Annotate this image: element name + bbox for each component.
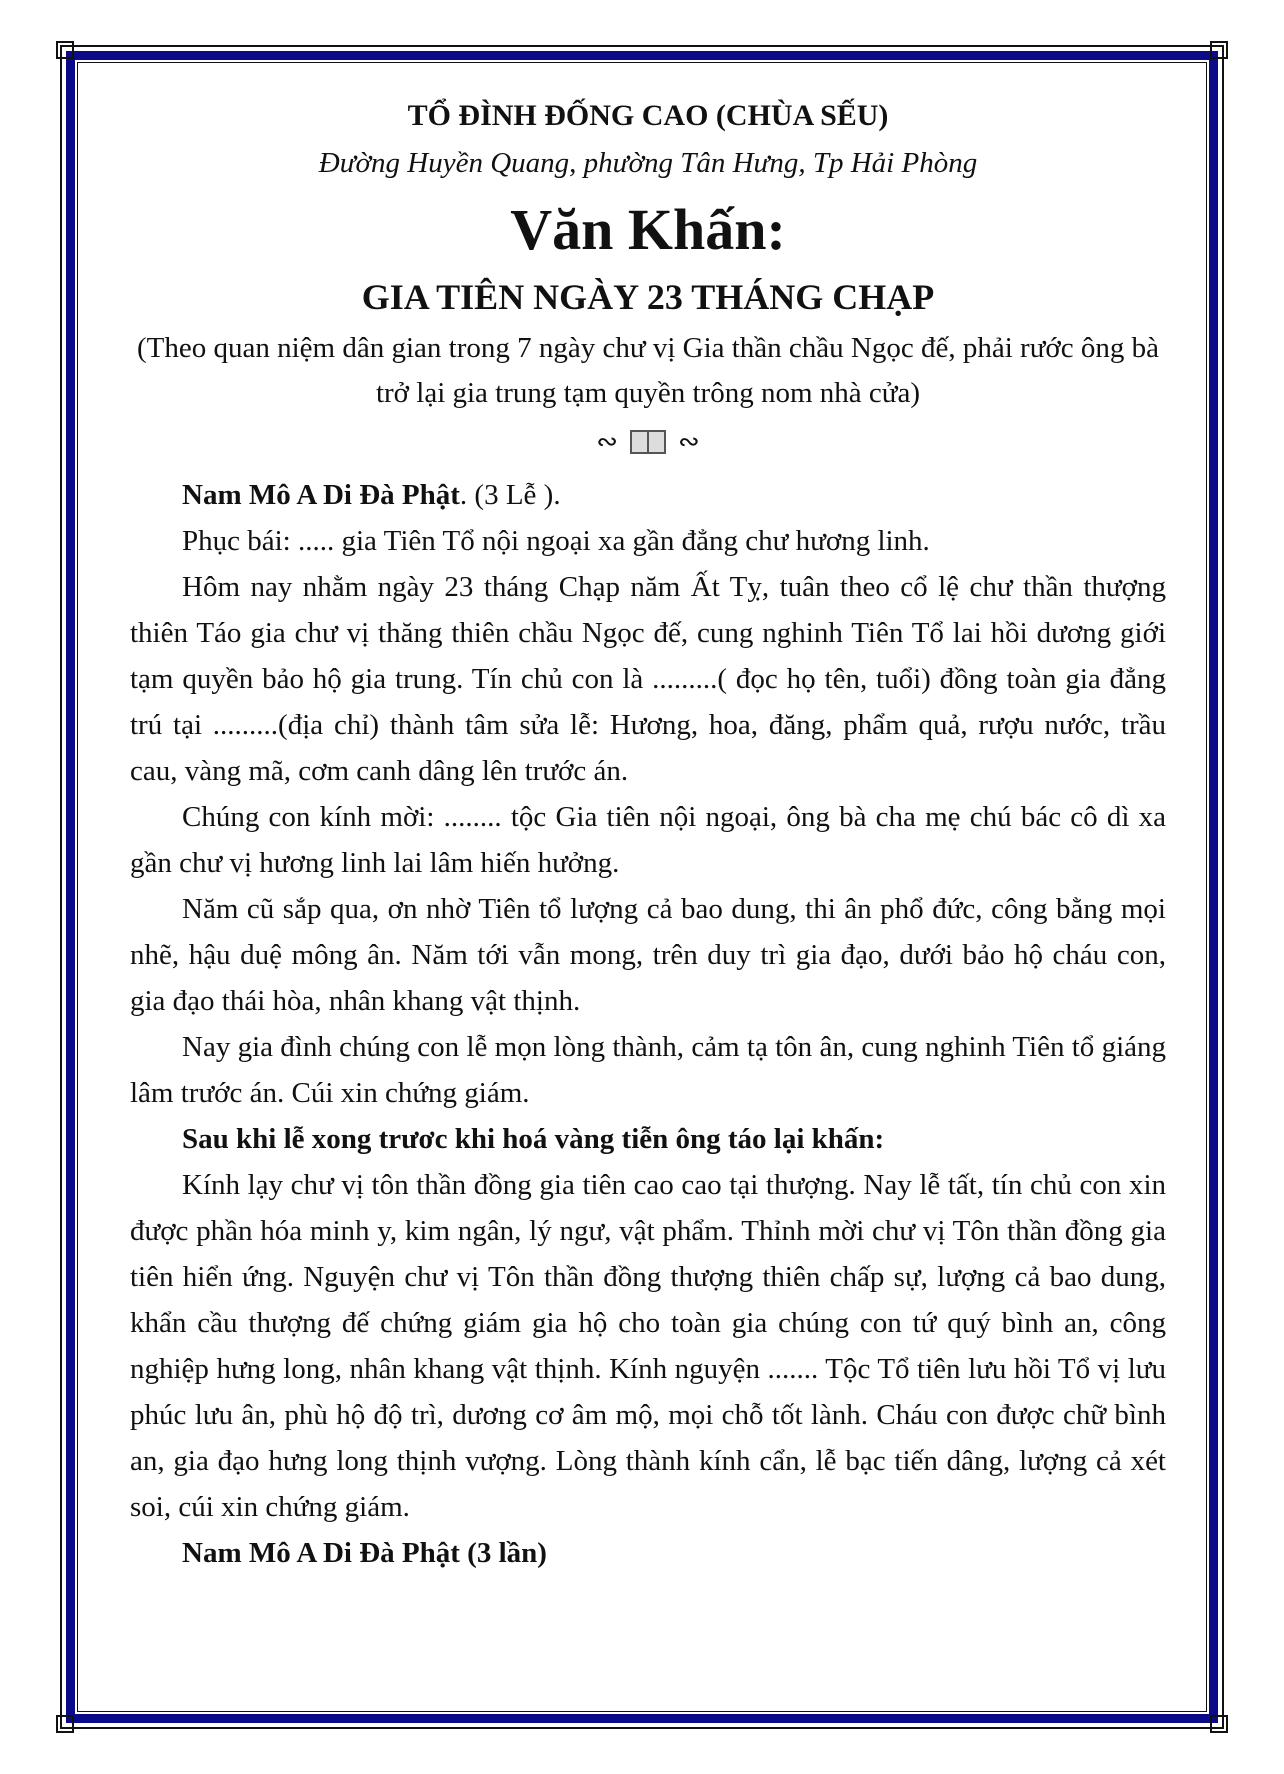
flourish-right-icon: ∾: [678, 427, 700, 456]
paragraph: Phục bái: ..... gia Tiên Tổ nội ngoại xa gần đẳng chư hương linh.: [182, 525, 930, 557]
corner-ornament: [56, 41, 74, 59]
paragraph: Kính lạy chư vị tôn thần đồng gia tiên cao cao tại thượng. Nay lễ tất, tín chủ con xin được phần hóa minh y, kim ngân, lý ngư, vật phẩm. Thỉnh mời chư vị Tôn thần đồng gia tiên hiển ứng. Nguyện chư vị Tôn thần đồng thượng thiên chấp sự, lượng cả bao dung, khẩn cầu thượng đế chứng giám gia hộ cho toàn gia chúng con tứ quý bình an, công nghiệp hưng long, nhân khang vật thịnh. Kính nguyện ....... Tộc Tổ tiên lưu hồi Tổ vị lưu phúc lưu ân, phù hộ độ trì, dương cơ âm mộ, mọi chỗ tốt lành. Cháu con được chữ bình an, gia đạo hưng long thịnh vượng. Lòng thành kính cẩn, lễ bạc tiến dâng, lượng cả xét soi, cúi xin chứng giám.: [130, 1169, 1166, 1523]
temple-name: TỔ ĐÌNH ĐỐNG CAO (CHÙA SẾU): [407, 99, 889, 132]
corner-ornament: [56, 1715, 74, 1733]
temple-address: Đường Huyền Quang, phường Tân Hưng, Tp Hải Phòng: [318, 147, 978, 179]
ornament-divider: [130, 416, 1166, 468]
corner-ornament: [1210, 1715, 1228, 1733]
document-subtitle: GIA TIÊN NGÀY 23 THÁNG CHẠP: [361, 277, 935, 317]
corner-ornament: [1210, 41, 1228, 59]
invocation-note: . (3 Lễ ).: [459, 479, 561, 511]
open-book-icon: [630, 430, 666, 454]
prayer-body: [130, 472, 1166, 1576]
flourish-left-icon: ∾: [596, 427, 618, 456]
section-heading: Sau khi lễ xong trươc khi hoá vàng tiễn ông táo lại khấn:: [182, 1123, 885, 1155]
document-note: (Theo quan niệm dân gian trong 7 ngày chư vị Gia thần chầu Ngọc đế, phải rước ông bà trở lại gia trung tạm quyền trông nom nhà cửa): [137, 332, 1159, 409]
paragraph: Hôm nay nhằm ngày 23 tháng Chạp năm Ất Tỵ, tuân theo cổ lệ chư thần thượng thiên Táo gia chư vị thăng thiên chầu Ngọc đế, cung nghinh Tiên Tổ lai hồi dương giới tạm quyền bảo hộ gia trung. Tín chủ con là .........( đọc họ tên, tuổi) đồng toàn gia đẳng trú tại .........(địa chỉ) thành tâm sửa lễ: Hương, hoa, đăng, phẩm quả, rượu nước, trầu cau, vàng mã, cơm canh dâng lên trước án.: [130, 571, 1166, 787]
document-content: [130, 92, 1166, 1576]
paragraph: [130, 472, 1166, 518]
invocation: Nam Mô A Di Đà Phật: [182, 479, 460, 511]
paragraph: Chúng con kính mời: ........ tộc Gia tiên nội ngoại, ông bà cha mẹ chú bác cô dì xa gần chư vị hương linh lai lâm hiến hưởng.: [130, 801, 1166, 879]
paragraph: Năm cũ sắp qua, ơn nhờ Tiên tổ lượng cả bao dung, thi ân phổ đức, công bằng mọi nhẽ, hậu duệ mông ân. Năm tới vẫn mong, trên duy trì gia đạo, dưới bảo hộ cháu con, gia đạo thái hòa, nhân khang vật thịnh.: [130, 893, 1166, 1017]
paragraph: Nay gia đình chúng con lễ mọn lòng thành, cảm tạ tôn ân, cung nghinh Tiên tổ giáng lâm trước án. Cúi xin chứng giám.: [130, 1031, 1166, 1109]
document-title: Văn Khấn:: [510, 197, 786, 262]
closing-invocation: Nam Mô A Di Đà Phật (3 lần): [182, 1537, 547, 1569]
